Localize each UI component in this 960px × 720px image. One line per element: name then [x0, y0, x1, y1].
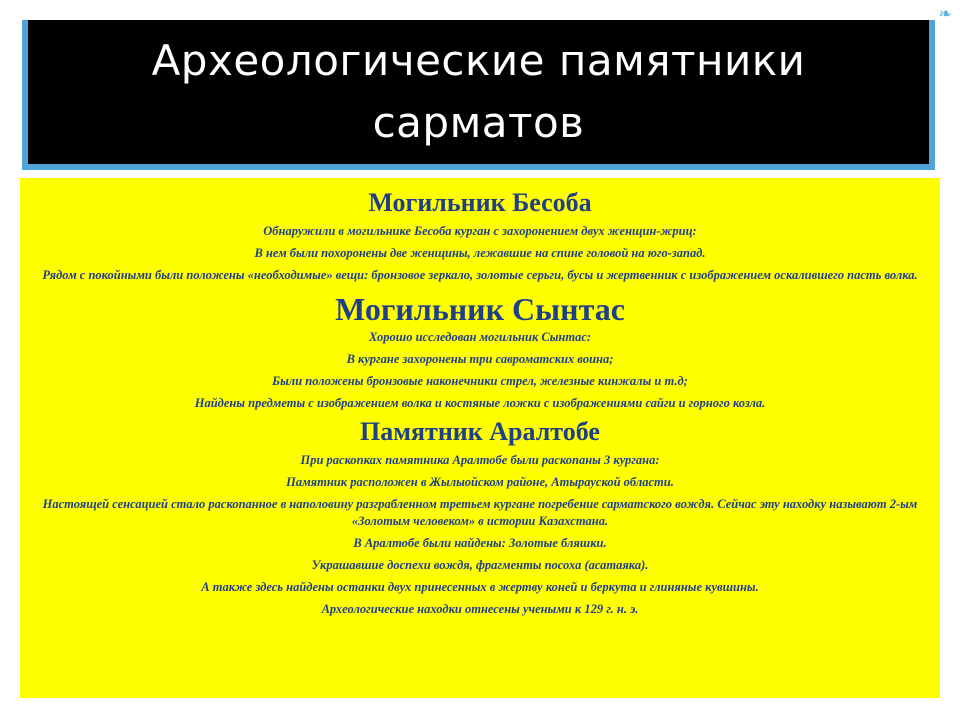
title-bar [22, 20, 935, 170]
section-title-syntas: Могильник Сынтас [335, 291, 625, 327]
section-title-araltobe: Памятник Аралтобе [360, 417, 600, 446]
section-syntas [34, 289, 926, 412]
section-line: Хорошо исследован могильник Сынтас: [368, 330, 592, 344]
section-title-besoba: Могильник Бесоба [368, 188, 592, 217]
content-panel [20, 178, 940, 698]
section-line: Рядом с покойными были положены «необходимые» вещи: бронзовое зеркало, золотые серьги, бусы и жертвенник с изображением оскалившего пасть волка. [42, 268, 918, 282]
section-line: Были положены бронзовые наконечники стрел, железные кинжалы и т.д; [272, 374, 688, 388]
section-line: Украшавшие доспехи вождя, фрагменты посоха (асатаяка). [311, 558, 649, 572]
section-line: А также здесь найдены останки двух принесенных в жертву коней и беркута и глиняные кувшины. [201, 580, 759, 594]
section-line: В Аралтобе были найдены: Золотые бляшки. [353, 536, 607, 550]
section-line: Обнаружили в могильнике Бесоба курган с захоронением двух женщин-жриц: [263, 224, 697, 238]
section-line: Найдены предметы с изображением волка и костяные ложки с изображениями сайги и горного козла. [194, 396, 766, 410]
section-line: В кургане захоронены три савроматских воина; [346, 352, 614, 366]
section-araltobe [34, 417, 926, 618]
section-besoba [34, 188, 926, 284]
section-line: Памятник расположен в Жылыойском районе, Атырауской области. [286, 475, 674, 489]
slide-title: Археологические памятники сарматов [151, 36, 806, 147]
section-line: Археологические находки отнесены учеными к 129 г. н. э. [321, 602, 639, 616]
corner-decoration-icon: ❧ [938, 4, 952, 23]
section-line: Настоящей сенсацией стало раскопанное в наполовину разграбленном третьем кургане погребение сарматского вождя. Сейчас эту находку называют 2-ым «Золотым человеком» в истории Казахстана. [42, 497, 918, 528]
section-line: При раскопках памятника Аралтобе были раскопаны 3 кургана: [300, 453, 660, 467]
section-line: В нем были похоронены две женщины, лежавшие на спине головой на юго-запад. [254, 246, 706, 260]
